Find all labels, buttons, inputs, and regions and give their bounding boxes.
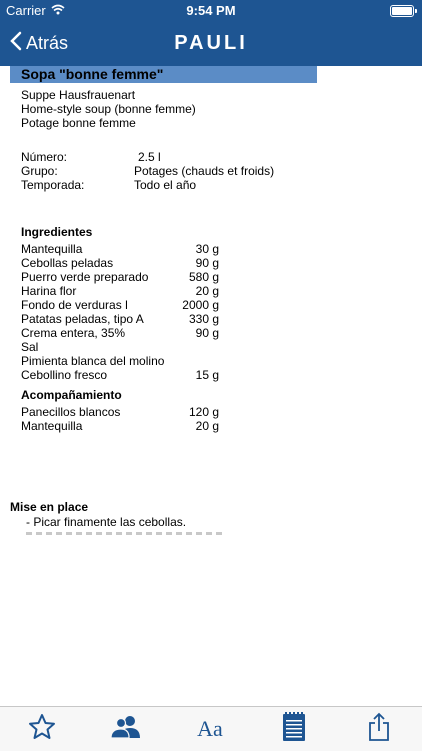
people-icon (110, 714, 142, 745)
accompaniment-heading: Acompañamiento (21, 388, 122, 402)
ingredient-qty: 2000 g (182, 298, 219, 312)
ingredient-qty: 15 g (195, 368, 219, 382)
ingredient-name: Patatas peladas, tipo A (21, 312, 144, 326)
info-value-season: Todo el año (134, 178, 197, 192)
ingredient-qty: 20 g (195, 284, 219, 298)
ingredient-name: Sal (21, 340, 39, 354)
font-icon: Aa (197, 716, 223, 741)
ingredient-qty: 330 g (188, 312, 219, 326)
ingredient-name: Fondo de verduras l (21, 298, 128, 312)
app-logo: PAULI (174, 32, 248, 54)
recipe-title-bar (10, 66, 317, 83)
back-label: Atrás (26, 33, 69, 53)
battery-icon (390, 5, 414, 17)
mise-step: - Picar finamente las cebollas. (26, 515, 187, 529)
tab-font[interactable] (168, 707, 252, 751)
tab-favorites[interactable] (0, 707, 84, 751)
notepad-icon (282, 712, 306, 747)
share-icon (368, 712, 390, 747)
recipe-name-en: Home-style soup (bonne femme) (21, 102, 196, 116)
ingredient-name: Cebollas peladas (21, 256, 114, 270)
tab-share[interactable] (336, 707, 422, 751)
ingredient-qty: 580 g (188, 270, 219, 284)
ingredient-qty: 90 g (195, 256, 219, 270)
ingredient-name: Puerro verde preparado (21, 270, 149, 284)
nav-bar (0, 22, 422, 66)
ingredient-name: Crema entera, 35% (21, 326, 126, 340)
ingredient-name: Mantequilla (21, 242, 83, 256)
tab-people[interactable] (84, 707, 168, 751)
info-value-group: Potages (chauds et froids) (134, 164, 275, 178)
status-bar (0, 0, 422, 22)
carrier-label: Carrier (6, 3, 46, 18)
ingredient-name: Cebollino fresco (21, 368, 108, 382)
tab-bar (0, 706, 422, 751)
info-value-number: 2.5 l (138, 150, 161, 164)
clipped-text-fragment (26, 532, 226, 535)
ingredient-qty: 90 g (195, 326, 219, 340)
ingredient-name: Harina flor (21, 284, 77, 298)
accompaniment-name: Mantequilla (21, 419, 83, 433)
star-icon (27, 712, 57, 747)
recipe-title: Sopa "bonne femme" (21, 66, 164, 82)
info-label-number: Número: (21, 150, 68, 164)
accompaniment-qty: 20 g (195, 419, 219, 433)
accompaniment-qty: 120 g (188, 405, 219, 419)
accompaniment-name: Panecillos blancos (21, 405, 121, 419)
info-label-season: Temporada: (21, 178, 85, 192)
tab-notes[interactable] (252, 707, 336, 751)
ingredients-heading: Ingredientes (21, 225, 93, 239)
recipe-name-fr: Potage bonne femme (21, 116, 136, 130)
ingredient-qty: 30 g (195, 242, 219, 256)
recipe-name-de: Suppe Hausfrauenart (21, 88, 136, 102)
ingredient-name: Pimienta blanca del molino (21, 354, 165, 368)
mise-en-place-heading: Mise en place (10, 500, 89, 514)
status-time: 9:54 PM (186, 3, 236, 18)
info-label-group: Grupo: (21, 164, 58, 178)
